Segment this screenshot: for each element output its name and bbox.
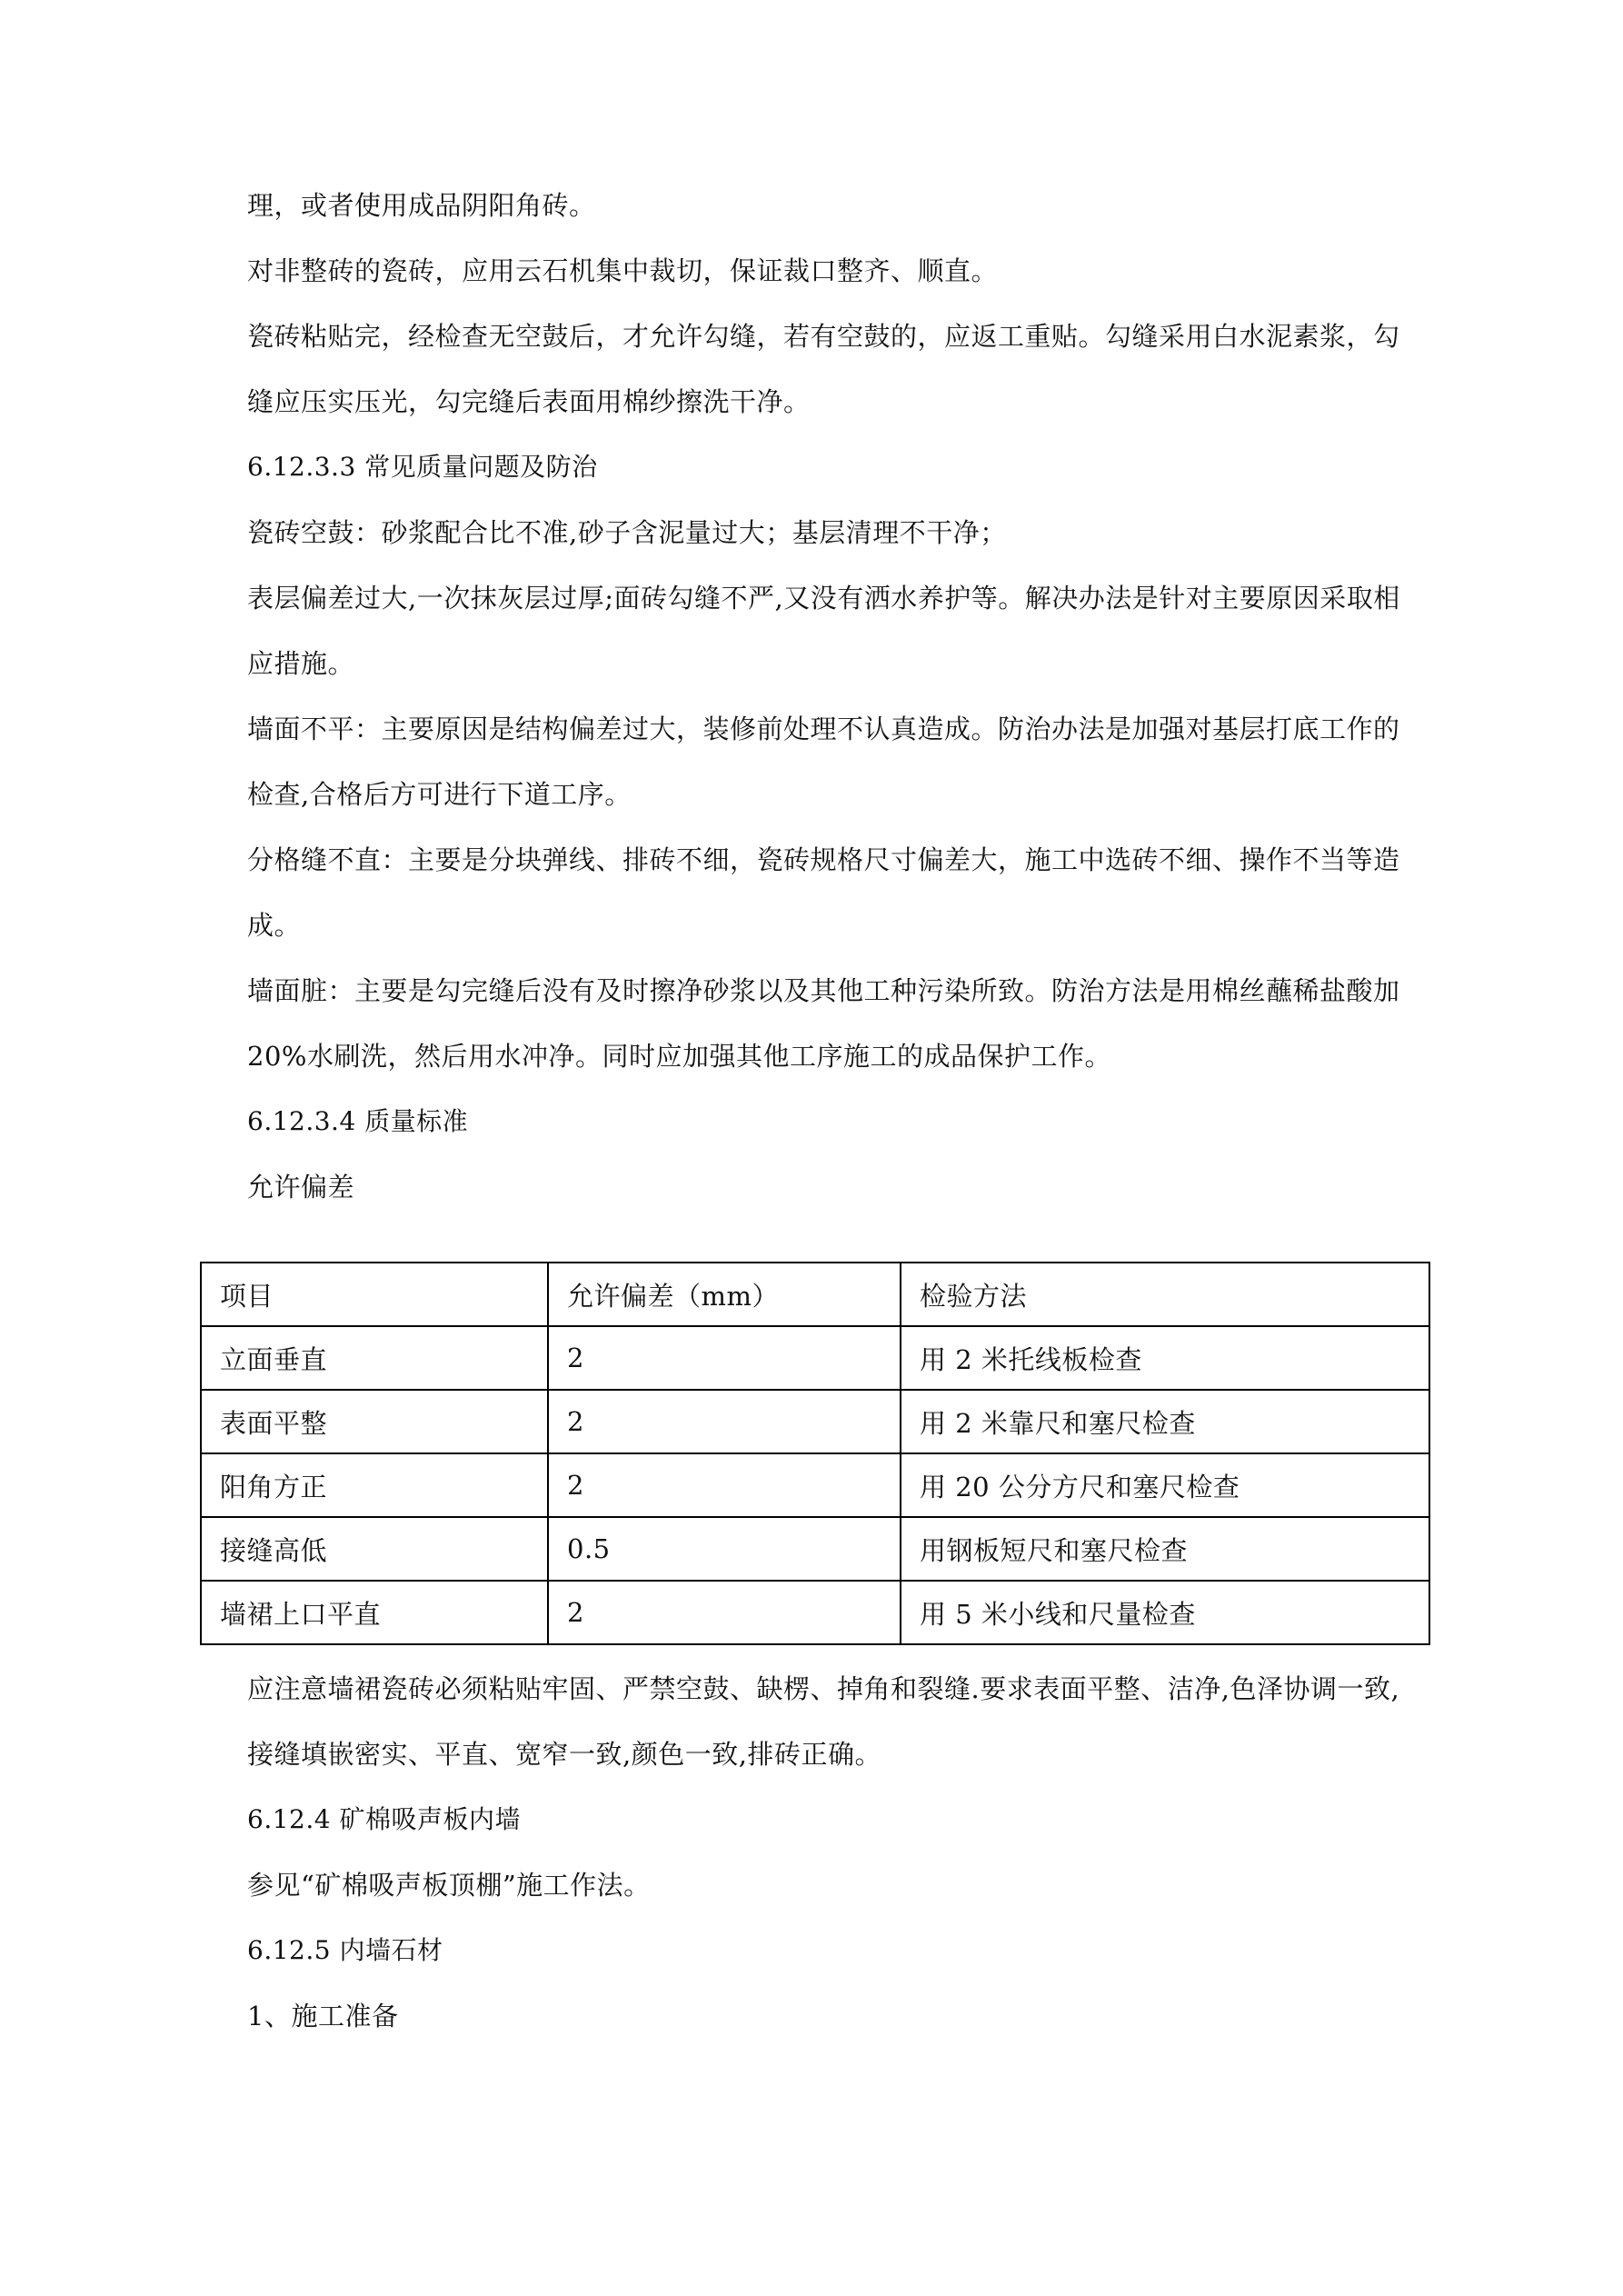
table-row xyxy=(201,1581,1429,1644)
table-cell-method: 用 20 公分方尺和塞尺检查 xyxy=(901,1453,1429,1517)
section-heading-quality-issues: 6.12.3.3 常见质量问题及防治 xyxy=(247,452,598,482)
table-cell-item: 立面垂直 xyxy=(201,1326,548,1390)
table-row xyxy=(201,1517,1429,1581)
paragraph-cutting: 对非整砖的瓷砖，应用云石机集中裁切，保证裁口整齐、顺直。 xyxy=(247,255,999,286)
paragraph-grouting: 瓷砖粘贴完，经检查无空鼓后，才允许勾缝，若有空鼓的，应返工重贴。勾缝采用白水泥素浆，勾缝应压实压光，勾完缝后表面用棉纱擦洗干净。 xyxy=(247,321,1400,417)
table-row xyxy=(201,1453,1429,1517)
section-heading-mineral-wool: 6.12.4 矿棉吸声板内墙 xyxy=(247,1804,521,1834)
paragraph-tolerance-label: 允许偏差 xyxy=(247,1172,355,1203)
table-cell-tolerance: 2 xyxy=(548,1326,901,1390)
tolerance-table xyxy=(200,1262,1430,1645)
table-row xyxy=(201,1390,1429,1453)
table-cell-tolerance: 2 xyxy=(548,1581,901,1644)
paragraph-hollow-tile: 瓷砖空鼓：砂浆配合比不准,砂子含泥量过大；基层清理不干净； xyxy=(247,517,1007,548)
paragraph-dirty-wall: 墙面脏：主要是勾完缝后没有及时擦净砂浆以及其他工种污染所致。防治方法是用棉丝蘸稀盐酸加 20%水刷洗，然后用水冲净。同时应加强其他工序施工的成品保护工作。 xyxy=(247,975,1400,1072)
section-heading-interior-stone: 6.12.5 内墙石材 xyxy=(247,1935,443,1965)
paragraph-crooked-joints: 分格缝不直：主要是分块弹线、排砖不细，瓷砖规格尺寸偏差大，施工中选砖不细、操作不当等造成。 xyxy=(247,844,1400,941)
table-row xyxy=(201,1326,1429,1390)
table-cell-tolerance: 2 xyxy=(548,1453,901,1517)
section-heading-quality-standard: 6.12.3.4 质量标准 xyxy=(247,1106,469,1136)
table-cell-tolerance: 0.5 xyxy=(548,1517,901,1581)
table-cell-method: 用 5 米小线和尺量检查 xyxy=(901,1581,1429,1644)
paragraph-construction-prep: 1、施工准备 xyxy=(247,2001,399,2031)
table-header-cell: 项目 xyxy=(201,1263,548,1326)
paragraph-uneven-wall: 墙面不平：主要原因是结构偏差过大，装修前处理不认真造成。防治办法是加强对基层打底工作的检查,合格后方可进行下道工序。 xyxy=(247,714,1400,810)
paragraph-wainscot-requirements: 应注意墙裙瓷砖必须粘贴牢固、严禁空鼓、缺楞、掉角和裂缝.要求表面平整、洁净,色泽协调一致,接缝填嵌密实、平直、宽窄一致,颜色一致,排砖正确。 xyxy=(247,1673,1400,1770)
table-header-cell: 允许偏差（mm） xyxy=(548,1263,901,1326)
table-cell-method: 用 2 米靠尺和塞尺检查 xyxy=(901,1390,1429,1453)
table-cell-item: 墙裙上口平直 xyxy=(201,1581,548,1644)
table-header-cell: 检验方法 xyxy=(901,1263,1429,1326)
table-cell-method: 用钢板短尺和塞尺检查 xyxy=(901,1517,1429,1581)
table-cell-method: 用 2 米托线板检查 xyxy=(901,1326,1429,1390)
paragraph-mineral-wool-ref: 参见“矿棉吸声板顶棚”施工作法。 xyxy=(247,1870,651,1901)
paragraph-corner-tile: 理，或者使用成品阴阳角砖。 xyxy=(247,190,596,221)
table-cell-item: 表面平整 xyxy=(201,1390,548,1453)
table-cell-tolerance: 2 xyxy=(548,1390,901,1453)
table-header-row xyxy=(201,1263,1429,1326)
paragraph-surface-deviation: 表层偏差过大,一次抹灰层过厚;面砖勾缝不严,又没有洒水养护等。解决办法是针对主要原因采取相应措施。 xyxy=(247,583,1400,679)
table-cell-item: 接缝高低 xyxy=(201,1517,548,1581)
table-cell-item: 阳角方正 xyxy=(201,1453,548,1517)
